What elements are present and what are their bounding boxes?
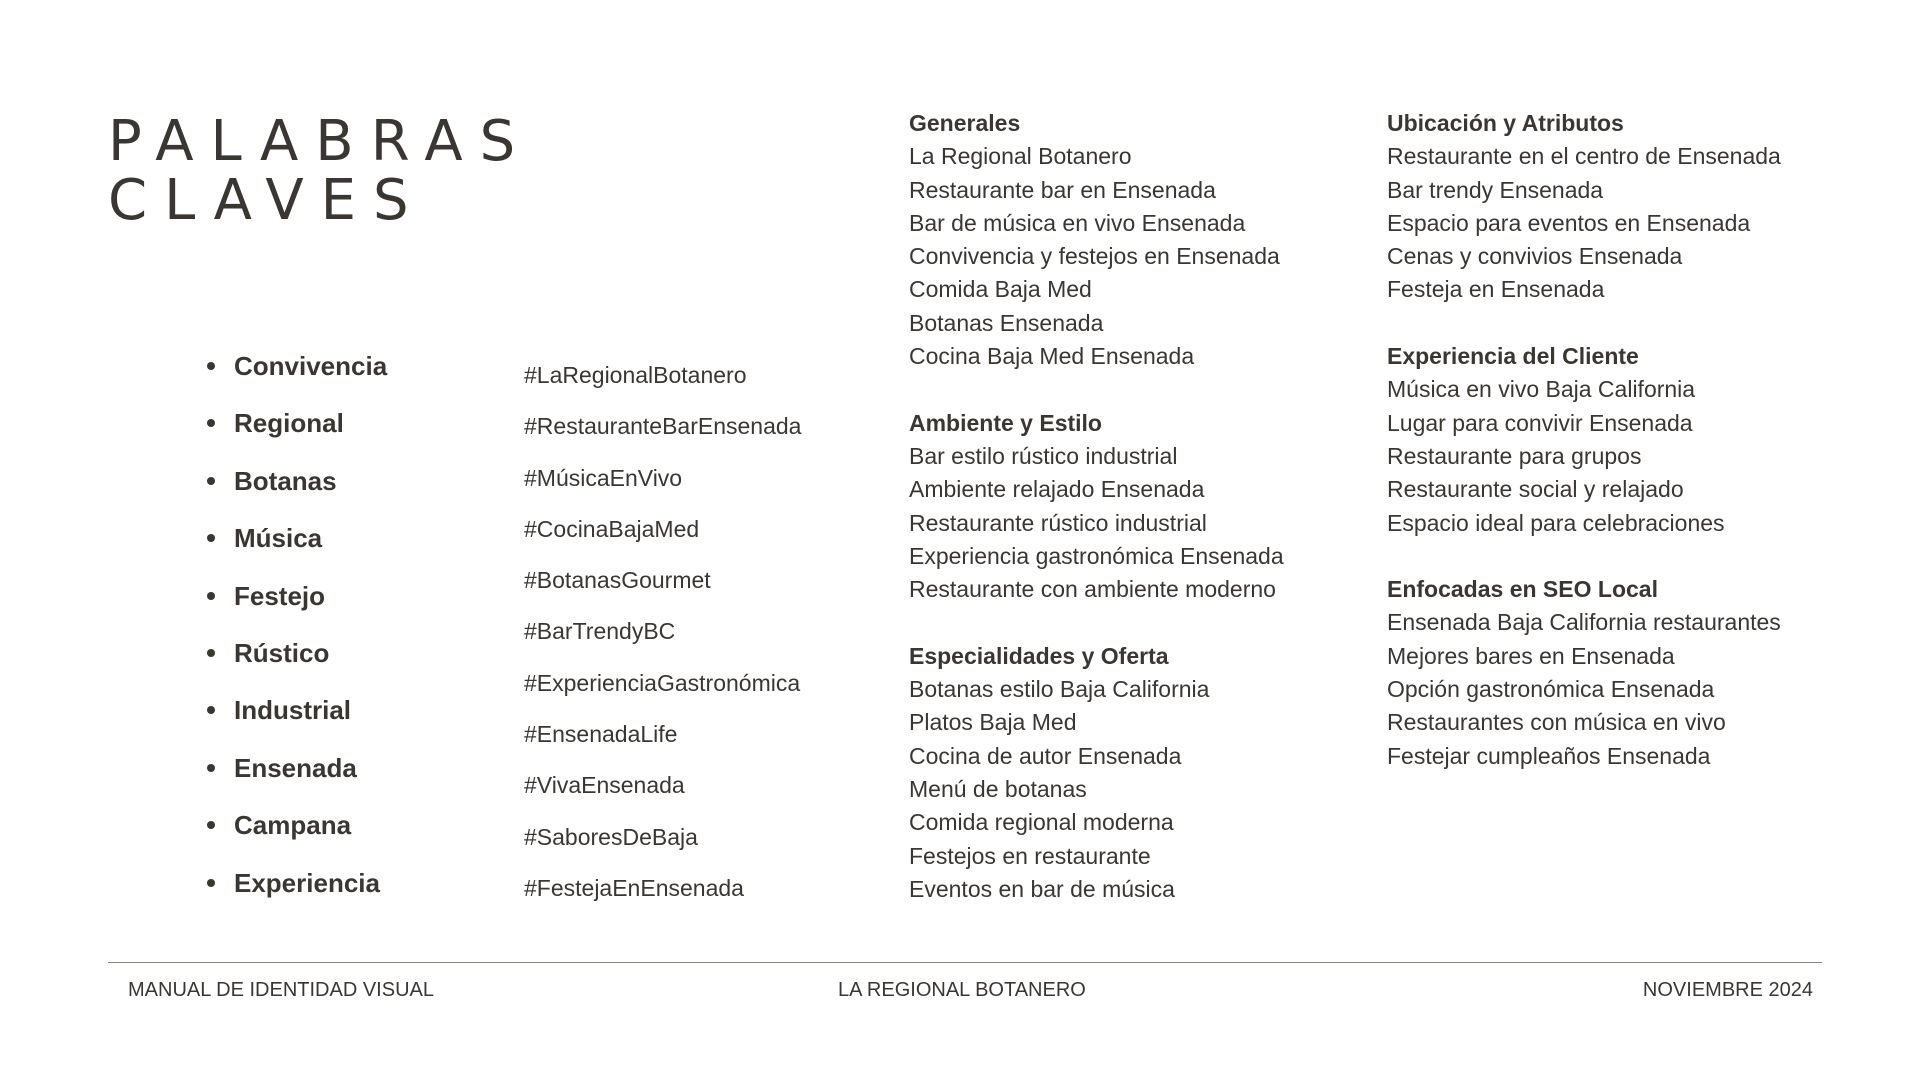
hashtag-item: #EnsenadaLife <box>524 721 678 748</box>
group-item: Restaurante social y relajado <box>1387 476 1684 503</box>
hashtag-item: #ExperienciaGastronómica <box>524 669 801 696</box>
group-item: Restaurante bar en Ensenada <box>909 176 1216 203</box>
keyword-label: Rústico <box>234 637 330 668</box>
keyword-item <box>205 751 387 808</box>
bullet-icon <box>207 419 215 427</box>
keyword-item <box>205 521 387 578</box>
group-title: Experiencia del Cliente <box>1387 343 1639 370</box>
keyword-group-especialidades <box>909 640 1284 906</box>
keyword-item <box>205 693 387 750</box>
hashtag-item: #SaboresDeBaja <box>524 823 698 850</box>
hashtag-item: #RestauranteBarEnsenada <box>524 413 802 440</box>
keyword-group-generales <box>909 107 1284 373</box>
footer-right-text: NOVIEMBRE 2024 <box>1642 979 1813 1001</box>
keyword-item <box>205 406 387 463</box>
group-item: Ensenada Baja California restaurantes <box>1387 609 1781 636</box>
group-item: Restaurante en el centro de Ensenada <box>1387 143 1781 170</box>
bullet-icon <box>207 706 215 714</box>
hashtag-item: #CocinaBajaMed <box>524 515 700 542</box>
keyword-label: Regional <box>234 408 344 439</box>
hashtag-item: #VivaEnsenada <box>524 772 685 799</box>
group-item: Platos Baja Med <box>909 709 1077 736</box>
group-item: Bar estilo rústico industrial <box>909 442 1178 469</box>
group-item: Opción gastronómica Ensenada <box>1387 676 1715 703</box>
page-title-line-2: CLAVES <box>108 168 426 233</box>
page-title <box>108 109 533 233</box>
group-item: Espacio ideal para celebraciones <box>1387 509 1725 536</box>
bullet-icon <box>207 764 215 772</box>
keyword-label: Experiencia <box>234 867 380 898</box>
group-title: Especialidades y Oferta <box>909 642 1169 669</box>
group-item: Bar trendy Ensenada <box>1387 176 1604 203</box>
keyword-label: Convivencia <box>234 351 388 381</box>
group-item: Restaurante con ambiente moderno <box>909 576 1276 603</box>
footer-left-text: MANUAL DE IDENTIDAD VISUAL <box>128 979 434 1001</box>
page-title-line-1: PALABRAS <box>108 109 533 174</box>
bullet-icon <box>207 362 215 370</box>
keyword-label: Industrial <box>234 695 352 726</box>
keyword-item <box>205 866 387 923</box>
group-title: Ubicación y Atributos <box>1387 110 1624 136</box>
group-item: Botanas estilo Baja California <box>909 676 1210 703</box>
group-title: Enfocadas en SEO Local <box>1387 576 1658 603</box>
group-item: Experiencia gastronómica Ensenada <box>909 542 1284 569</box>
bullet-icon <box>207 592 215 600</box>
keyword-item <box>205 808 387 865</box>
bullet-icon <box>207 477 215 485</box>
bullet-icon <box>207 879 215 887</box>
keyword-item <box>205 464 387 521</box>
group-item: Eventos en bar de música <box>909 875 1175 902</box>
group-item: Espacio para eventos en Ensenada <box>1387 209 1751 236</box>
hashtag-item: #BarTrendyBC <box>524 618 676 645</box>
keyword-group-ambiente <box>909 407 1284 607</box>
group-item: Comida Baja Med <box>909 276 1092 303</box>
hashtag-item: #BotanasGourmet <box>524 567 711 594</box>
group-item: Festeja en Ensenada <box>1387 276 1605 303</box>
hashtag-item: #LaRegionalBotanero <box>524 362 747 388</box>
keyword-label: Campana <box>234 810 352 841</box>
keyword-group-ubicacion <box>1387 107 1781 307</box>
bullet-icon <box>207 649 215 657</box>
group-item: Convivencia y festejos en Ensenada <box>909 243 1280 270</box>
keyword-column-right <box>1387 107 1781 806</box>
group-item: Mejores bares en Ensenada <box>1387 642 1675 669</box>
group-title: Generales <box>909 110 1021 136</box>
group-item: Cocina Baja Med Ensenada <box>909 343 1195 370</box>
footer-center-text: LA REGIONAL BOTANERO <box>838 979 1086 1001</box>
keyword-label: Ensenada <box>234 752 357 783</box>
keyword-group-experiencia <box>1387 340 1781 540</box>
group-item: Bar de música en vivo Ensenada <box>909 209 1246 236</box>
footer-divider <box>108 962 1822 963</box>
keyword-item <box>205 636 387 693</box>
bullet-icon <box>207 534 215 542</box>
keyword-item <box>205 579 387 636</box>
group-item: Música en vivo Baja California <box>1387 376 1696 403</box>
group-item: Restaurante para grupos <box>1387 442 1642 469</box>
keyword-label: Festejo <box>234 580 326 611</box>
group-item: Botanas Ensenada <box>909 309 1104 336</box>
keyword-column-left <box>909 107 1284 939</box>
group-item: Ambiente relajado Ensenada <box>909 476 1205 503</box>
hashtag-list <box>524 358 801 922</box>
group-item: Lugar para convivir Ensenada <box>1387 409 1693 436</box>
keyword-label: Música <box>234 523 323 554</box>
group-item: La Regional Botanero <box>909 143 1132 170</box>
group-item: Menú de botanas <box>909 775 1087 802</box>
group-item: Festejos en restaurante <box>909 842 1151 869</box>
group-item: Comida regional moderna <box>909 809 1174 836</box>
keyword-label: Botanas <box>234 465 337 496</box>
group-title: Ambiente y Estilo <box>909 409 1102 436</box>
group-item: Cocina de autor Ensenada <box>909 742 1182 769</box>
hashtag-item: #FestejaEnEnsenada <box>524 874 744 901</box>
bullet-icon <box>207 821 215 829</box>
keyword-list <box>205 349 387 923</box>
keyword-group-seo-local <box>1387 573 1781 773</box>
group-item: Restaurantes con música en vivo <box>1387 709 1726 736</box>
group-item: Restaurante rústico industrial <box>909 509 1207 536</box>
group-item: Cenas y convivios Ensenada <box>1387 243 1683 270</box>
hashtag-item: #MúsicaEnVivo <box>524 464 683 491</box>
keyword-item <box>205 349 387 406</box>
group-item: Festejar cumpleaños Ensenada <box>1387 742 1711 769</box>
